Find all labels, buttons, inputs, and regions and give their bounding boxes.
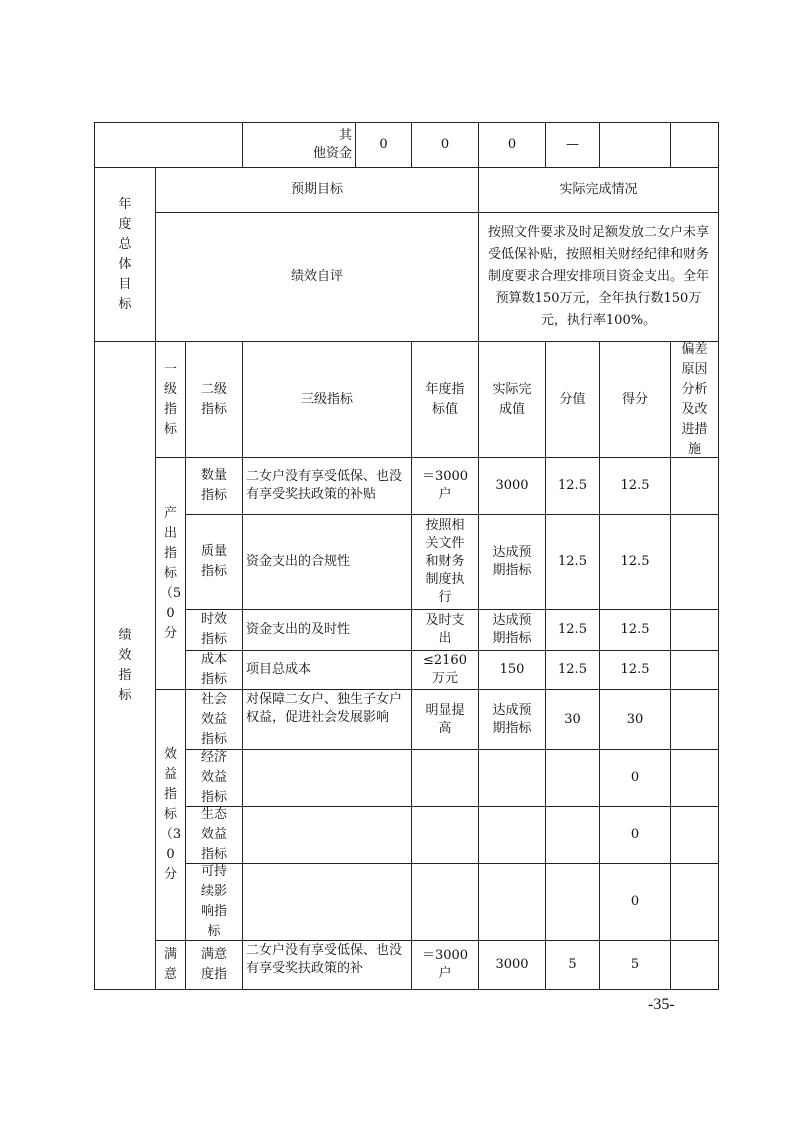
indicator-deviation [670, 940, 719, 990]
indicator-deviation [670, 689, 719, 750]
indicator-deviation [670, 457, 719, 515]
indicator-target: 明显提 高 [411, 689, 479, 750]
indicator-score: 0 [599, 749, 671, 807]
indicator-actual: 达成预 期指标 [478, 689, 546, 750]
indicator-weight [545, 863, 600, 941]
indicator-weight [545, 806, 600, 864]
blank-cell [599, 122, 671, 168]
satisfaction-indicators-group: 满 意 [155, 940, 186, 990]
indicator-actual: 达成预 期指标 [478, 609, 546, 651]
indicator-level2: 数量 指标 [185, 457, 243, 515]
indicator-score: 0 [599, 806, 671, 864]
indicator-deviation [670, 514, 719, 610]
indicator-weight: 5 [545, 940, 600, 990]
header-weight: 分值 [545, 341, 600, 458]
expected-goal-header: 预期目标 [155, 167, 479, 213]
indicator-level2: 质量 指标 [185, 514, 243, 610]
indicator-score: 12.5 [599, 457, 671, 515]
indicator-actual [478, 749, 546, 807]
blank-cell [94, 122, 243, 168]
indicator-level3: 二女户没有享受低保、也没有享受奖扶政策的补 [242, 940, 412, 990]
indicator-deviation [670, 609, 719, 651]
other-funds-label: 其 他资金 [242, 122, 356, 168]
indicator-weight: 12.5 [545, 457, 600, 515]
expected-goal-text: 绩效自评 [155, 212, 479, 342]
indicator-level2: 生态 效益 指标 [185, 806, 243, 864]
header-level3: 三级指标 [242, 341, 412, 458]
indicator-score: 12.5 [599, 514, 671, 610]
header-level2: 二级 指标 [185, 341, 243, 458]
indicator-target: ＝3000 户 [411, 457, 479, 515]
indicator-level3 [242, 749, 412, 807]
indicator-actual: 3000 [478, 457, 546, 515]
other-funds-value: 0 [411, 122, 479, 168]
header-actual: 实际完 成值 [478, 341, 546, 458]
indicator-target [411, 749, 479, 807]
indicator-level3 [242, 806, 412, 864]
indicator-level2: 满意 度指 [185, 940, 243, 990]
indicator-level3: 项目总成本 [242, 650, 412, 690]
indicator-deviation [670, 650, 719, 690]
indicator-level2: 时效 指标 [185, 609, 243, 651]
indicator-level3: 资金支出的合规性 [242, 514, 412, 610]
indicator-weight: 12.5 [545, 609, 600, 651]
indicator-actual [478, 806, 546, 864]
indicator-score: 12.5 [599, 650, 671, 690]
indicator-level3 [242, 863, 412, 941]
actual-completion-header: 实际完成情况 [478, 167, 719, 213]
indicator-score: 30 [599, 689, 671, 750]
output-indicators-group: 产 出 指 标 （5 0 分 [155, 457, 186, 690]
other-funds-value: 0 [478, 122, 546, 168]
indicator-target [411, 863, 479, 941]
indicator-target: 及时支 出 [411, 609, 479, 651]
indicator-actual: 150 [478, 650, 546, 690]
header-deviation: 偏差 原因 分析 及改 进措 施 [670, 341, 719, 458]
performance-indicators-label: 绩 效 指 标 [94, 341, 156, 990]
other-funds-value: — [545, 122, 600, 168]
indicator-level3: 二女户没有享受低保、也没有享受奖扶政策的补贴 [242, 457, 412, 515]
indicator-weight [545, 749, 600, 807]
indicator-level2: 经济 效益 指标 [185, 749, 243, 807]
indicator-level2: 可持 续影 响指 标 [185, 863, 243, 941]
blank-cell [670, 122, 719, 168]
indicator-actual: 达成预 期指标 [478, 514, 546, 610]
indicator-deviation [670, 749, 719, 807]
indicator-actual: 3000 [478, 940, 546, 990]
indicator-level2: 社会 效益 指标 [185, 689, 243, 750]
header-target: 年度指 标值 [411, 341, 479, 458]
other-funds-value: 0 [355, 122, 412, 168]
indicator-deviation [670, 806, 719, 864]
indicator-actual [478, 863, 546, 941]
indicator-target: ≤2160 万元 [411, 650, 479, 690]
indicator-score: 0 [599, 863, 671, 941]
page-number: -35- [648, 996, 675, 1013]
indicator-level3: 对保障二女户、独生子女户权益，促进社会发展影响 [242, 689, 412, 750]
indicator-target [411, 806, 479, 864]
header-level1: 一 级 指 标 [155, 341, 186, 458]
indicator-target: ＝3000 户 [411, 940, 479, 990]
indicator-weight: 30 [545, 689, 600, 750]
indicator-level3: 资金支出的及时性 [242, 609, 412, 651]
indicator-target: 按照相 关文件 和财务 制度执 行 [411, 514, 479, 610]
header-score: 得分 [599, 341, 671, 458]
annual-goals-label: 年 度 总 体 目 标 [94, 167, 156, 342]
indicator-weight: 12.5 [545, 650, 600, 690]
indicator-weight: 12.5 [545, 514, 600, 610]
actual-completion-text: 按照文件要求及时足额发放二女户未享受低保补贴，按照相关财经纪律和财务制度要求合理安排项目资金支出。全年预算数150万元，全年执行数150万元，执行率100%。 [478, 212, 719, 342]
benefit-indicators-group: 效 益 指 标 （3 0 分 [155, 689, 186, 941]
indicator-level2: 成本 指标 [185, 650, 243, 690]
indicator-score: 12.5 [599, 609, 671, 651]
indicator-deviation [670, 863, 719, 941]
indicator-score: 5 [599, 940, 671, 990]
